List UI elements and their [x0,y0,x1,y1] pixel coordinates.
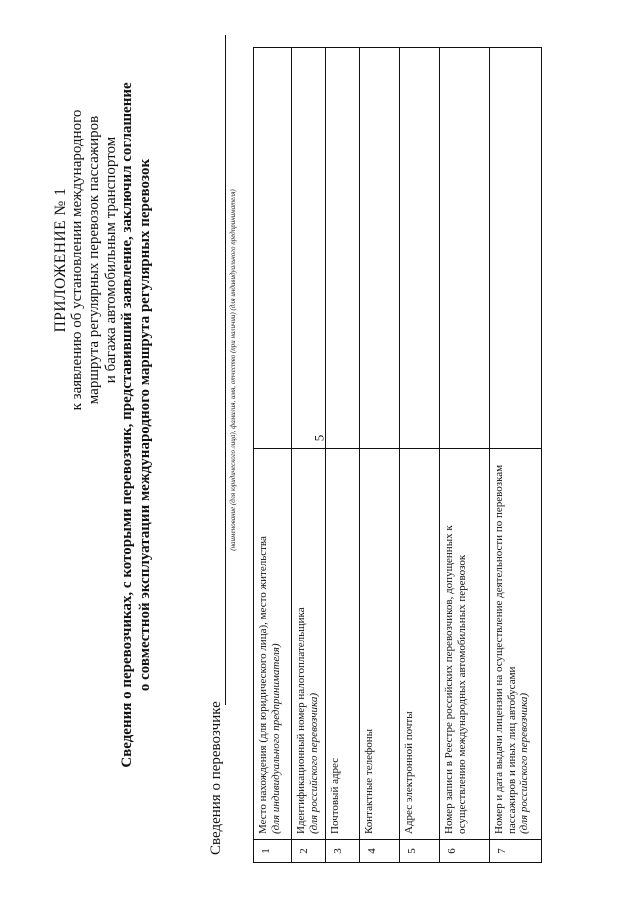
page-number: 5 [311,434,327,442]
row-label [292,449,326,840]
row-number: 7 [490,840,542,863]
appendix-title: ПРИЛОЖЕНИЕ № 1 [52,187,69,333]
row-label-main: Адрес электронной почты [403,711,415,834]
row-label [440,449,490,840]
row-label-note: (для индивидуального предпринимателя) [269,643,282,834]
carrier-info-table [253,47,542,863]
appendix-line: маршрута регулярных перевозок пассажиров [86,115,102,405]
heading-line-1: Сведения о перевозчиках, с которыми перевозчик, представивший заявление, заключил соглашение [119,82,135,768]
row-value-cell [440,48,490,449]
carrier-field [208,35,237,855]
row-label [360,449,400,840]
row-label [490,449,542,840]
row-label-main: Номер и дата выдачи лицензии на осуществление деятельности по перевозкам пассажиров и иных лиц автобусами [493,464,518,834]
row-value-cell [326,48,360,449]
row-value-cell [360,48,400,449]
row-label [400,449,440,840]
table-row [440,48,490,863]
row-value-cell [292,48,326,449]
row-label-main: Номер записи в Реестре российских перевозчиков, допущенных к осуществлению международных автомобильных перевозок [443,525,468,834]
row-number: 1 [254,840,292,863]
appendix-line: и багажа автомобильным транспортом [103,136,119,384]
table-row [490,48,542,863]
row-value-cell [254,48,292,449]
row-number: 5 [400,840,440,863]
carrier-hint: (наименование (для юридического лица), фамилия, имя, отчество (при наличии) (для индивидуального предпринимателя) [229,189,237,551]
appendix-line: к заявлению об установлении международного [69,109,85,411]
row-value-cell [490,48,542,449]
row-label-main: Контактные телефоны [363,728,375,834]
row-value-cell [400,48,440,449]
row-label [254,449,292,840]
row-number: 3 [326,840,360,863]
appendix-block [52,25,120,495]
row-number: 2 [292,840,326,863]
carrier-label: Сведения о перевозчике [208,701,224,855]
row-label [326,449,360,840]
heading-line-2: о совместной эксплуатации международного маршрута регулярных перевозок [137,158,153,692]
row-label-main: Идентификационный номер налогоплательщика [295,607,307,834]
table-row [326,48,360,863]
row-label-note: (для российского перевозчика) [307,693,320,834]
row-number: 4 [360,840,400,863]
section-heading [118,75,154,775]
row-label-main: Почтовый адрес [329,757,341,834]
table-row [292,48,326,863]
table-row [360,48,400,863]
table-row [254,48,292,863]
row-label-main: Место нахождения (для юридического лица), место жительства [257,536,269,834]
carrier-underline [225,35,226,705]
row-label-note: (для российского перевозчика) [518,693,530,834]
table-row [400,48,440,863]
row-number: 6 [440,840,490,863]
